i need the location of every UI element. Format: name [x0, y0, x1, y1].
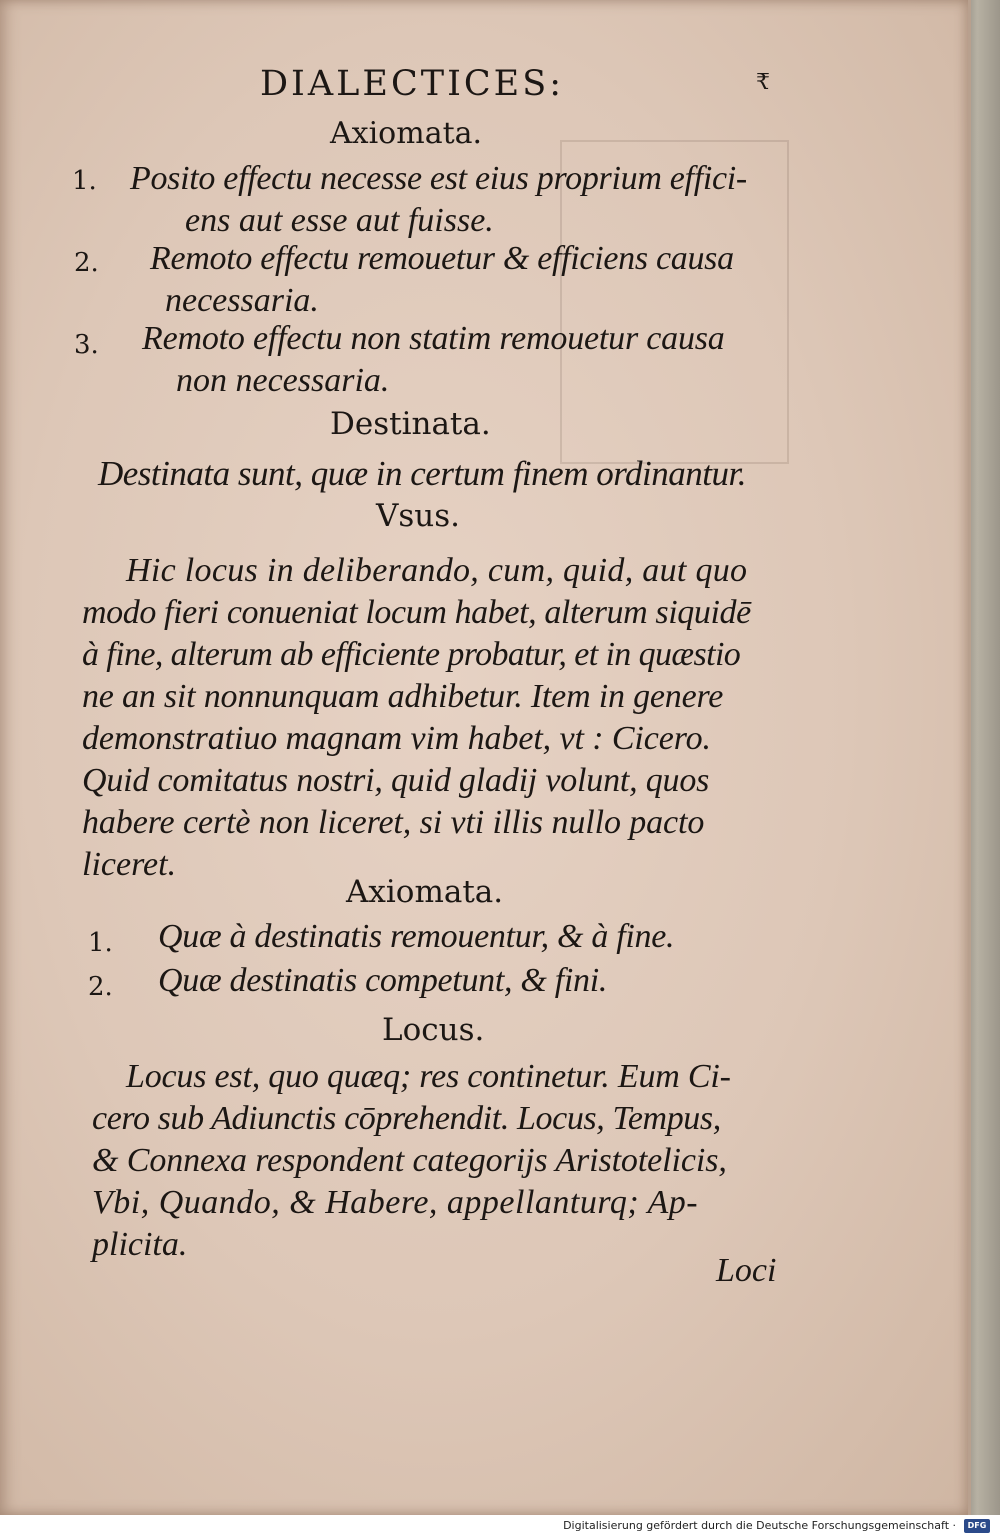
vsus-line: Hic locus in deliberando, cum, quid, aut quo — [126, 552, 748, 589]
dfg-logo: DFG — [964, 1519, 990, 1533]
axiom-line: necessaria. — [165, 282, 319, 319]
axiom-line: non necessaria. — [176, 362, 390, 399]
vsus-line: ne an sit nonnunquam adhibetur. Item in genere — [82, 678, 724, 715]
locus-line: Vbi, Quando, & Habere, appellanturq; Ap- — [92, 1184, 699, 1221]
axiom-line: Remoto effectu non statim remouetur causa — [142, 320, 725, 357]
locus-line: cero sub Adiunctis cōprehendit. Locus, Tempus, — [92, 1100, 721, 1137]
destinata-heading: Destinata. — [330, 406, 491, 442]
vsus-line: modo fieri conueniat locum habet, alterum siquidē — [82, 594, 751, 631]
vsus-line: habere certè non liceret, si vti illis nullo pacto — [82, 804, 705, 841]
axiomata-heading: Axiomata. — [346, 874, 504, 910]
locus-line: plicita. — [92, 1226, 188, 1263]
locus-line: & Connexa respondent categorijs Aristotelicis, — [92, 1142, 727, 1179]
digitization-footer — [0, 1515, 1000, 1537]
axiom-number: 2. — [88, 972, 113, 1002]
axiomata-heading: Axiomata. — [330, 116, 483, 151]
vsus-line: Quid comitatus nostri, quid gladij volunt, quos — [82, 762, 710, 799]
running-head-title: DIALECTICES: — [260, 64, 565, 104]
catchword: Loci — [716, 1252, 777, 1289]
axiom-number: 1. — [88, 928, 113, 958]
axiom-number: 1. — [72, 166, 97, 196]
footer-credit: Digitalisierung gefördert durch die Deutsche Forschungsgemeinschaft · — [563, 1519, 956, 1532]
vsus-line: demonstratiuo magnam vim habet, vt : Cicero. — [82, 720, 711, 757]
locus-line: Locus est, quo quæq; res continetur. Eum Ci- — [126, 1058, 731, 1095]
locus-heading: Locus. — [382, 1012, 485, 1048]
vsus-line: à fine, alterum ab efficiente probatur, et in quæstio — [82, 636, 741, 673]
axiom-line: Quæ à destinatis remouentur, & à fine. — [158, 918, 675, 955]
vsus-heading: Vsus. — [376, 498, 461, 534]
vsus-line: liceret. — [82, 846, 177, 883]
axiom-line: ens aut esse aut fuisse. — [185, 202, 494, 239]
axiom-number: 2. — [74, 248, 99, 278]
axiom-line: Quæ destinatis competunt, & fini. — [158, 962, 608, 999]
axiom-number: 3. — [74, 330, 99, 360]
axiom-line: Remoto effectu remouetur & efficiens causa — [150, 240, 734, 277]
running-head-sign: ₹ — [756, 70, 770, 95]
axiom-line: Posito effectu necesse est eius proprium effici- — [130, 160, 747, 197]
destinata-definition: Destinata sunt, quæ in certum finem ordinantur. — [98, 454, 746, 493]
